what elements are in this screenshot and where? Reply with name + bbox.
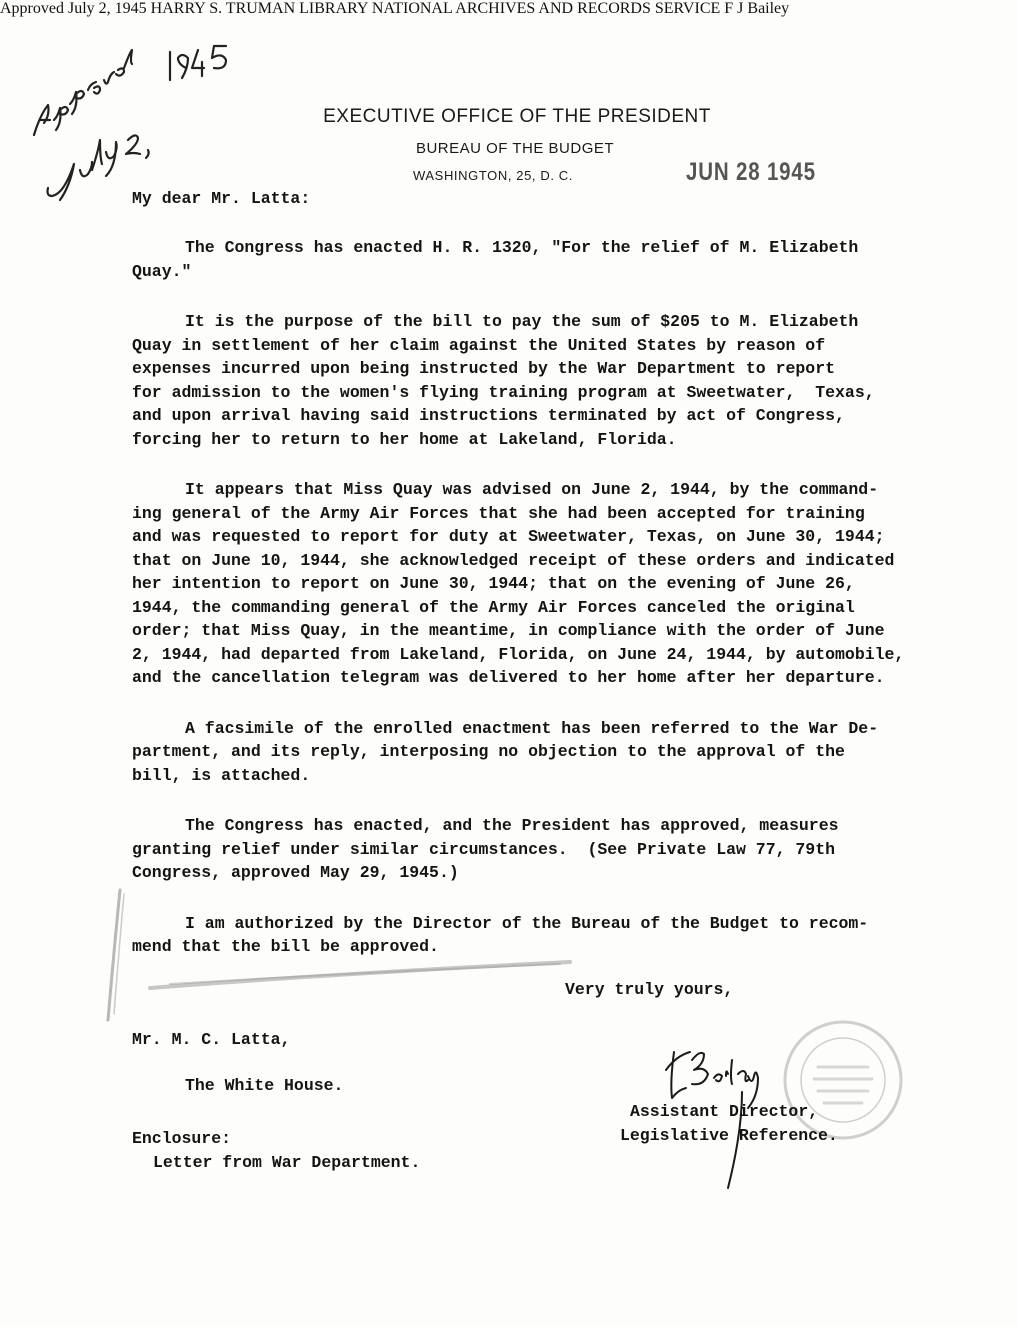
letterhead-title: EXECUTIVE OFFICE OF THE PRESIDENT (323, 106, 711, 127)
text-line: Quay in settlement of her claim against the United States by reason of (132, 335, 826, 355)
text-line: mend that the bill be approved. (132, 937, 439, 956)
text-line: order; that Miss Quay, in the meantime, in compliance with the order of June (132, 621, 885, 640)
text-line: and was requested to report for duty at Sweetwater, Texas, on June 30, 1944; (132, 527, 885, 546)
addressee-name: Mr. M. C. Latta, (132, 1030, 291, 1049)
text-line: It appears that Miss Quay was advised on June 2, 1944, by the command- (185, 480, 879, 499)
text-line: ing general of the Army Air Forces that she had been accepted for training (132, 503, 865, 523)
text-line: her intention to report on June 30, 1944; that on the evening of June 26, (132, 574, 855, 593)
text-line: Congress, approved May 29, 1945.) (132, 863, 459, 882)
paragraph (132, 478, 932, 690)
paragraph (132, 236, 932, 283)
pencil-mark (60, 880, 580, 1030)
text-line: bill, is attached. (132, 765, 311, 785)
text-line: 2, 1944, had departed from Lakeland, Florida, on June 24, 1944, by automobile, (132, 644, 905, 664)
addressee-block (132, 1030, 343, 1095)
salutation: My dear Mr. Latta: (132, 189, 311, 208)
paragraph (132, 717, 932, 788)
letterhead-address: WASHINGTON, 25, D. C. (413, 168, 573, 183)
text-line: It is the purpose of the bill to pay the sum of $205 to M. Elizabeth (185, 312, 859, 331)
signer-title-block (620, 1100, 838, 1148)
text-line: The Congress has enacted H. R. 1320, "For the relief of M. Elizabeth (185, 238, 859, 257)
letterhead-bureau: BUREAU OF THE BUDGET (415, 140, 615, 157)
text-line: I am authorized by the Director of the Bureau of the Budget to recom- (185, 913, 869, 933)
text-line: partment, and its reply, interposing no objection to the approval of the (132, 742, 845, 761)
text-line: expenses incurred upon being instructed by the War Department to report (132, 359, 836, 378)
closing: Very truly yours, (565, 980, 734, 999)
text-line: Quay." (132, 261, 192, 281)
text-line: for admission to the women's flying training program at Sweetwater, Texas, (132, 382, 875, 402)
signer-department: Legislative Reference. (620, 1126, 838, 1145)
text-line: forcing her to return to her home at Lakeland, Florida. (132, 429, 677, 449)
paragraph (132, 310, 932, 451)
addressee-place: The White House. (185, 1076, 344, 1095)
text-line: 1944, the commanding general of the Army Air Forces canceled the original (132, 597, 855, 617)
text-line: A facsimile of the enrolled enactment has been referred to the War De- (185, 718, 879, 738)
paragraph (132, 814, 932, 885)
enclosure-label: Enclosure: (132, 1129, 232, 1148)
text-line: and the cancellation telegram was delivered to her home after her departure. (132, 668, 885, 687)
text-line: granting relief under similar circumstances. (See Private Law 77, 79th (132, 839, 836, 859)
signer-title: Assistant Director, (630, 1102, 819, 1121)
text-line: The Congress has enacted, and the President has approved, measures (185, 816, 839, 835)
document-page: Approved July 2, 1945 EXECUTIVE OFFICE OF THE PRESIDENT BUREAU OF THE BUDGET WASHINGTON, 25, D. C. JUN 28 1945 My dear Mr. Latta: The Congress has enacted H. R. 1320, "For the relief of M. Elizabeth Quay." It is the purpose of the bill to pay the sum of $205 to M. Elizabeth Quay in settlement of her claim against the United States by reason of expenses incurred upon being instructed by the War Department to report for admission to the women's flying training program at Sweetwater, Texas, and upon arrival having said instructions terminated by act of Congress, forcing her to return to her home at Lakeland, Florida. It appears that Miss Quay was advised on June 2, 1944, by the command- ing general of the Army Air Forces that she had been accepted for training and was requested to report for duty at Sweetwater, Texas, on June 30, 1944; that on June 10, 1944, she acknowledged receipt of these orders and indicated her intention to report on June 30, 1944; that on the evening of June 26, 1944, the commanding general of the Army Air Forces canceled the original order; that Miss Quay, in the meantime, in compliance with the order of June 2, 1944, had departed from Lakeland, Florida, on June 24, 1944, by automobile, and the cancellation telegram was delivered to her home after her departure. A facsimile of the enrolled enactment has been referred to the War De- partment, and its reply, interposing no objection to the approval of the bill, is attached. The Congress has enacted, and the President has approved, measures granting relief under similar circumstances. (See Private Law 77, 79th Congress, approved May 29, 1945.) I am authorized by the Director of the Bureau of the Budget to recom- mend that the bill be approved. Very truly yours, Mr. M. C. Latta, The White House. Enclosure: Letter from War Department. HARRY S. TRUMAN LIBRARY NATIONAL ARCHIVES AND RECORDS SERVICE F J Bailey Assistant Director, Legislative Reference. (0, 0, 1018, 1327)
letter-body (132, 236, 932, 986)
text-line: and upon arrival having said instructions terminated by act of Congress, (132, 406, 845, 425)
enclosure-item: Letter from War Department. (153, 1153, 421, 1172)
enclosure-block (132, 1127, 420, 1175)
date-stamp: JUN 28 1945 (686, 158, 816, 186)
text-line: that on June 10, 1944, she acknowledged receipt of these orders and indicated (132, 550, 895, 570)
